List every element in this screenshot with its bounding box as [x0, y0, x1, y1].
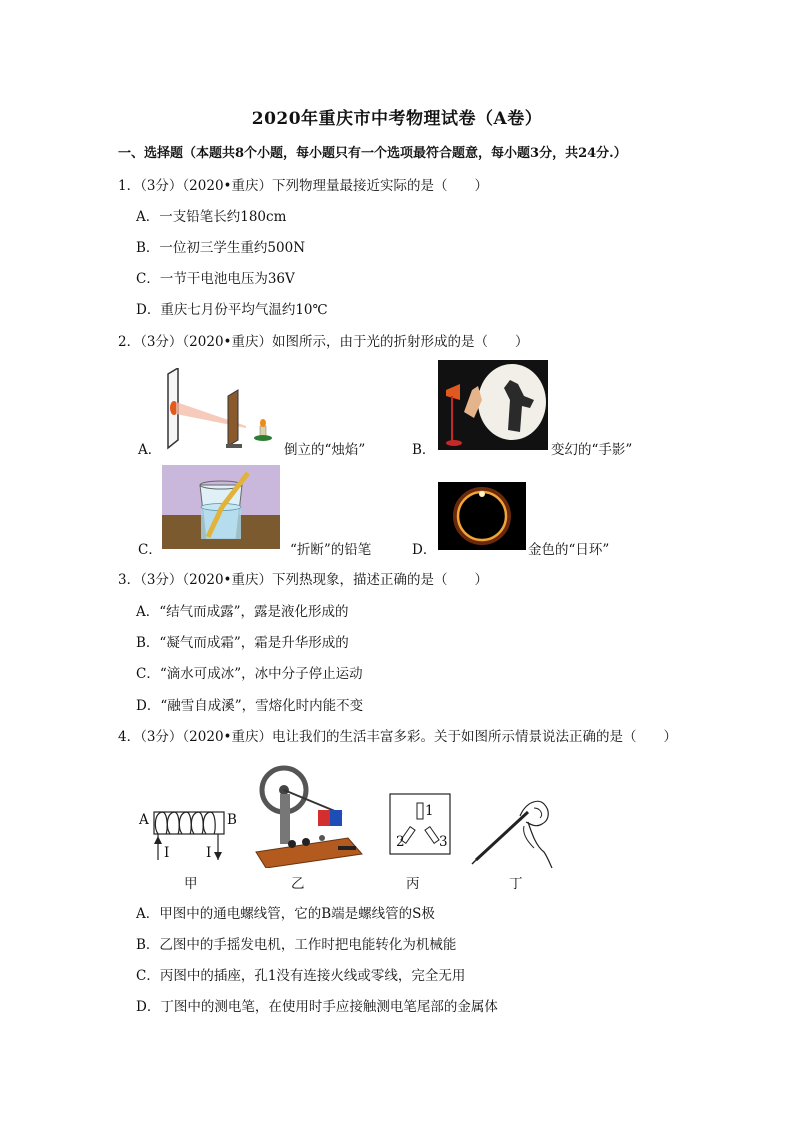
question-2-option-c-label: C．	[138, 542, 162, 558]
socket-hole-3-label: 3	[439, 834, 448, 850]
question-3-option-c: C．“滴水可成冰”，冰中分子停止运动	[136, 666, 363, 682]
question-1-option-b: B．一位初三学生重约500N	[136, 240, 306, 256]
figure-bing-label: 丙	[406, 876, 420, 892]
question-3-stem: 3．（3分）（2020•重庆）下列热现象，描述正确的是（ ）	[118, 572, 488, 588]
solenoid-end-a-label: A	[139, 812, 149, 828]
question-4-stem: 4．（3分）（2020•重庆）电让我们的生活丰富多彩。关于如图所示情景说法正确的是（ ）	[118, 729, 677, 745]
question-4-option-a: A．甲图中的通电螺线管，它的B端是螺线管的S极	[136, 906, 435, 922]
question-2-option-a-label: A．	[138, 442, 162, 458]
figure-jia-label: 甲	[184, 876, 198, 892]
socket-hole-2-label: 2	[396, 834, 405, 850]
question-3-option-a: A．“结气而成露”，露是液化形成的	[136, 604, 349, 620]
question-2-option-b-caption: 变幻的“手影”	[551, 442, 633, 458]
question-4-option-d: D．丁图中的测电笔，在使用时手应接触测电笔尾部的金属体	[136, 999, 498, 1015]
bent-pencil-figure	[162, 465, 280, 549]
socket-hole-1-label: 1	[425, 803, 434, 819]
question-3-option-b: B．“凝气而成霜”，霜是升华形成的	[136, 635, 349, 651]
question-1-option-d: D．重庆七月份平均气温约10℃	[136, 302, 328, 318]
solenoid-end-b-label: B	[227, 812, 237, 828]
question-1-option-a: A．一支铅笔长约180cm	[136, 209, 287, 225]
page-title: 2020年重庆市中考物理试卷（A卷）	[251, 109, 543, 129]
figure-yi-label: 乙	[291, 876, 305, 892]
question-1-stem: 1．（3分）（2020•重庆）下列物理量最接近实际的是（ ）	[118, 178, 488, 194]
question-2-option-d-caption: 金色的“日环”	[528, 542, 610, 558]
section-heading: 一、选择题（本题共8个小题，每小题只有一个选项最符合题意，每小题3分，共24分.）	[118, 146, 627, 161]
current-label-right: I	[206, 845, 212, 861]
pinhole-image-figure	[160, 368, 278, 450]
hand-shadow-figure	[438, 360, 548, 450]
question-2-option-b-label: B．	[412, 442, 436, 458]
solenoid-figure	[136, 800, 242, 866]
question-2-option-d-label: D．	[412, 542, 437, 558]
hand-generator-figure	[252, 764, 364, 868]
question-2-stem: 2．（3分）（2020•重庆）如图所示，由于光的折射形成的是（ ）	[118, 334, 529, 350]
question-2-option-a-caption: 倒立的“烛焰”	[284, 442, 366, 458]
question-2-option-c-caption: “折断”的铅笔	[290, 542, 372, 558]
annular-eclipse-figure	[438, 482, 526, 550]
question-4-option-c: C．丙图中的插座，孔1没有连接火线或零线，完全无用	[136, 968, 466, 984]
figure-ding-label: 丁	[509, 876, 523, 892]
question-1-option-c: C．一节干电池电压为36V	[136, 271, 295, 287]
test-pen-figure	[470, 794, 556, 870]
question-3-option-d: D．“融雪自成溪”，雪熔化时内能不变	[136, 698, 364, 714]
question-4-option-b: B．乙图中的手摇发电机，工作时把电能转化为机械能	[136, 937, 457, 953]
current-label-left: I	[164, 845, 170, 861]
